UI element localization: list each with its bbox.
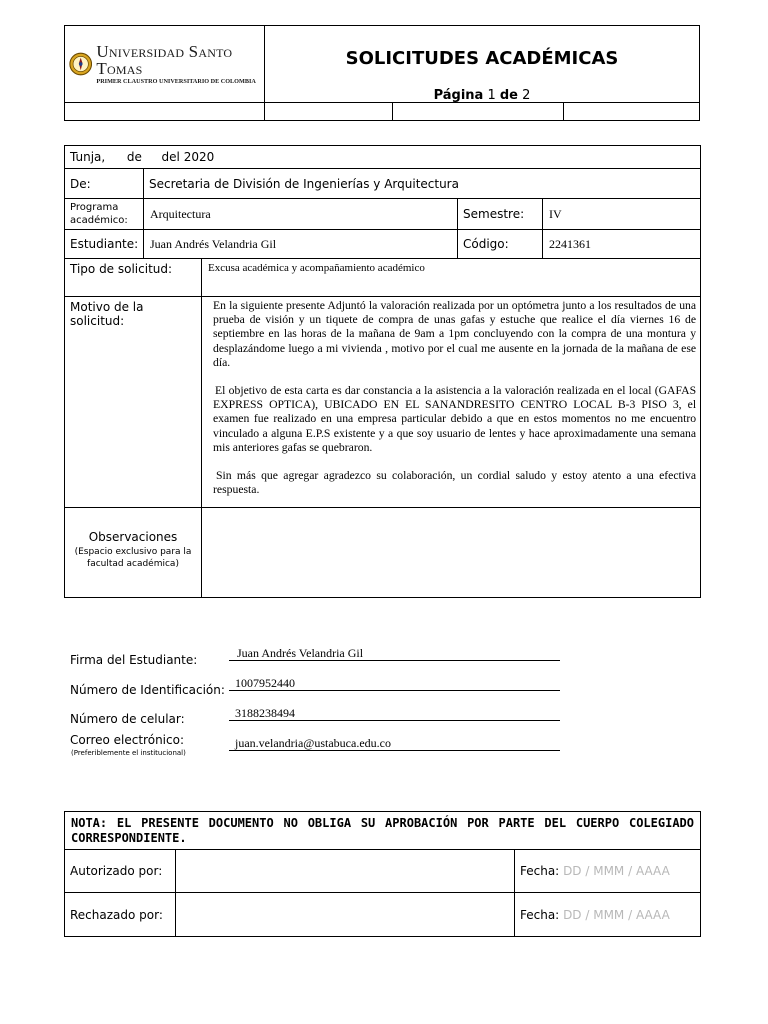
semestre-value: IV [543,199,701,230]
firma-label: Firma del Estudiante: [70,653,198,667]
page-current: 1 [487,88,496,103]
motivo-paragraph: El objetivo de esta carta es dar constancia a la asistencia a la valoración realizada en el local (GAFAS EXPRESS OPTICA), UBICADO EN EL SANANDRESITO CENTRO LOCAL B-3 PISO 3, el examen fue realizado en una empresa particular debido a que en estos momentos no me encuentro vinculado a alguna E.P.S existente y a que soy usuario de lentes y hace aproximadamente una semana mis anteriores gafas se quebraron. [213,384,697,454]
programa-label [65,199,144,230]
correo-line [229,750,560,751]
observaciones-note: (Espacio exclusivo para la facultad académica) [74,547,192,569]
celular-value: 3188238494 [235,706,295,720]
motivo-paragraph: En la siguiente presente Adjuntó la valoración realizada por un optómetra junto a los resultados de una prueba de visión y un tiquete de compra de unas gafas y estuche que realice el día viernes 16 de septiembre en las horas de la mañana de 9am a 1pm concluyendo con la compra de una montura y desplazándome luego a mi vivienda , motivo por el cual me ausente en la jornada de la mañana de ese día. [213,299,697,369]
header-empty-cell [564,103,700,121]
tipo-value: Excusa académica y acompañamiento académico [202,259,701,297]
page-word: Página [433,88,484,103]
logo-subtitle: PRIMER CLAUSTRO UNIVERSITARIO DE COLOMBIA [96,77,256,85]
rechazado-label: Rechazado por: [65,893,176,937]
motivo-label: Motivo de la solicitud: [65,297,202,508]
logo-name: Universidad Santo Tomas [96,41,233,78]
date-de: de [126,150,142,164]
id-value: 1007952440 [235,676,295,690]
observaciones-label [65,508,202,598]
programa-label-line1: Programa [70,202,119,213]
motivo-text [202,297,701,508]
approval-table [64,811,701,937]
tipo-label: Tipo de solicitud: [65,259,202,297]
rechazado-fecha[interactable] [515,893,701,937]
rechazado-field[interactable] [176,893,515,937]
page-of: de [499,88,518,103]
date-year: 2020 [183,150,215,164]
celular-line [229,720,560,721]
celular-label: Número de celular: [70,712,185,726]
correo-label: Correo electrónico: [70,733,184,747]
header-empty-cell [393,103,564,121]
fecha-placeholder: DD / MMM / AAAA [563,864,670,878]
firma-line [229,660,560,661]
document-title: SOLICITUDES ACADÉMICAS [345,48,619,69]
fecha-label: Fecha: [520,864,560,878]
header-empty-cell [265,103,393,121]
nota-text: NOTA: EL PRESENTE DOCUMENTO NO OBLIGA SU APROBACIÓN POR PARTE DEL CUERPO COLEGIADO CORRESPONDIENTE. [65,812,701,850]
id-line [229,690,560,691]
programa-value: Arquitectura [144,199,458,230]
header-table [64,25,700,121]
request-form-table [64,145,701,598]
de-label: De: [65,169,144,199]
correo-value: juan.velandria@ustabuca.edu.co [235,736,391,750]
autorizado-field[interactable] [176,850,515,893]
programa-label-line2: académico: [70,215,128,226]
semestre-label: Semestre: [458,199,543,230]
firma-value: Juan Andrés Velandria Gil [237,646,364,660]
id-label: Número de Identificación: [70,683,225,697]
de-value: Secretaria de División de Ingenierías y Arquitectura [144,169,701,199]
estudiante-value: Juan Andrés Velandria Gil [144,230,458,259]
estudiante-label: Estudiante: [65,230,144,259]
observaciones-field[interactable] [202,508,701,598]
observaciones-title: Observaciones [88,530,178,544]
city: Tunja, [70,150,106,164]
logo-cell [65,26,265,103]
fecha-placeholder: DD / MMM / AAAA [563,907,670,922]
header-empty-cell [65,103,265,121]
fecha-label: Fecha: [520,907,560,922]
motivo-paragraph: Sin más que agregar agradezco su colaboración, un cordial saludo y estoy atento a una efectiva respuesta. [213,469,697,497]
page-indicator [265,88,699,103]
autorizado-fecha[interactable] [515,850,701,893]
city-date-row [65,146,701,169]
codigo-label: Código: [458,230,543,259]
date-del: del [161,150,180,164]
title-cell [265,26,700,103]
page-total: 2 [522,88,531,103]
university-seal-icon [69,51,92,77]
correo-note: (Preferiblemente el institucional) [71,749,186,757]
codigo-value: 2241361 [543,230,701,259]
autorizado-label: Autorizado por: [65,850,176,893]
